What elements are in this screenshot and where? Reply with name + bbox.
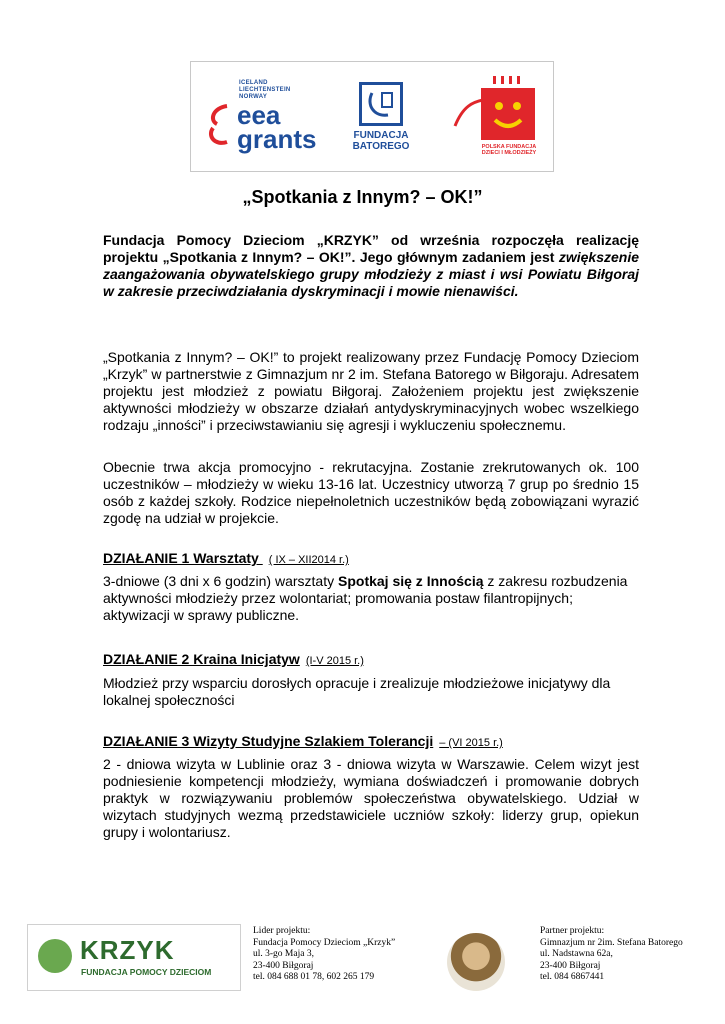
krzyk-logo-name: KRZYK (80, 935, 175, 965)
leader-line: 23-400 Biłgoraj (253, 960, 314, 971)
batory-portrait-icon (447, 933, 505, 991)
section-1-date: ( IX – XII2014 r.) (268, 554, 349, 566)
batory-line1: FUNDACJA (353, 130, 409, 141)
section-3-title: DZIAŁANIE 3 Wizyty Studyjne Szlakiem Tolerancji (103, 733, 434, 749)
lead-paragraph (103, 232, 639, 300)
lead-text: Fundacja Pomocy Dzieciom „KRZYK” od września rozpoczęła realizację projektu „Spotkania z Innym? – OK!”. Jego głównym zadaniem jest (103, 232, 639, 265)
section-2-body: Młodzież przy wsparciu dorosłych opracuje i zrealizuje młodzieżowe inicjatywy dla lokalnej społeczności (103, 675, 611, 708)
section-3-date: – (VI 2015 r.) (439, 737, 503, 749)
eea-grants-logo (205, 76, 315, 156)
krzyk-emblem-icon (38, 939, 72, 973)
leader-line: tel. 084 688 01 78, 602 265 179 (253, 972, 375, 982)
pfdim-swoosh-icon (453, 96, 483, 136)
section-1-body (103, 573, 639, 624)
partner-line: 23-400 Biłgoraj (540, 960, 601, 971)
section-heading-3 (103, 733, 503, 749)
lead-italic-text: zwiększenie zaangażowania obywatelskiego grupy młodzieży z miast i wsi Powiatu Biłgoraj w zakresie przeciwdziałania dyskryminacji i mowie nienawiści. (103, 249, 639, 299)
paragraph-project-description: „Spotkania z Innym? – OK!” to projekt realizowany przez Fundację Pomocy Dzieciom „Krzyk” w partnerstwie z Gimnazjum nr 2 im. Stefana Batorego w Biłgoraju. Adresatem projektu jest młodzież z powiatu Biłgoraj. Założeniem projektu jest zwiększenie aktywności młodzieży w obszarze działań antydyskryminacyjnych wobec wszelkiego rodzaju „inności” i przeciwstawianiu się agresji i wykluczeniu społecznemu. (103, 349, 639, 433)
eea-swirl-icon (205, 102, 235, 148)
partner-line: Gimnazjum nr 2im. Stefana Batorego (540, 937, 683, 948)
partner-line: ul. Nadstawna 62a, (540, 949, 613, 959)
batory-mark-icon (359, 82, 403, 126)
section-heading-1 (103, 550, 349, 566)
section-heading-2 (103, 651, 364, 667)
eea-word: eea (237, 100, 281, 130)
section-1-text-bold: Spotkaj się z Innością (338, 573, 484, 589)
grants-word: grants (237, 124, 317, 154)
section-2-date: (I-V 2015 r.) (305, 655, 364, 667)
leader-line: Fundacja Pomocy Dzieciom „Krzyk” (253, 937, 396, 948)
krzyk-logo (27, 924, 241, 991)
footer-partner (540, 926, 683, 984)
eea-country-norway: NORWAY (239, 94, 268, 100)
paragraph-recruitment: Obecnie trwa akcja promocyjno - rekrutacyjna. Zostanie zrekrutowanych ok. 100 uczestników – młodzieży w wieku 13-16 lat. Uczestnicy utworzą 7 grup po średnio 15 osób z każdej szkoły. Rodzice niepełnoletnich uczestników będą zobowiązani wyrazić zgodę na udział w projekcie. (103, 459, 639, 526)
footer-leader (253, 926, 395, 984)
eea-country-iceland: ICELAND (239, 80, 268, 86)
pfdim-bars-icon (489, 76, 529, 84)
partner-line: tel. 084 6867441 (540, 972, 605, 982)
eea-countries (239, 80, 291, 101)
partner-head: Partner projektu: (540, 926, 605, 936)
leader-head: Lider projektu: (253, 926, 311, 936)
batory-line2: BATOREGO (352, 141, 410, 152)
pfdim-logo (453, 74, 545, 160)
section-1-title: DZIAŁANIE 1 Warsztaty (103, 550, 263, 566)
section-3-body: 2 - dniowa wizyta w Lublinie oraz 3 - dniowa wizyta w Warszawie. Celem wizyt jest podniesienie kompetencji młodzieży, wymiana doświadczeń i promowanie dobrych praktyk w rozwiązywaniu problemów społeczeństwa obywatelskiego. Udział w wizytach studyjnych wezmą przedstawiciele uczniów szkoły: liderzy grup, opiekun grupy i wolontariusz. (103, 756, 639, 840)
section-1-text-post: z zakresu rozbudzenia aktywności młodzieży przez wolontariat; promowania postaw filantropijnych; aktywizacji w sprawy publiczne. (103, 573, 628, 623)
pfdim-line2: DZIECI I MŁODZIEŻY (481, 150, 537, 156)
pfdim-line1: POLSKA FUNDACJA (481, 144, 537, 150)
pfdim-face-icon (481, 88, 535, 140)
batory-logo (341, 82, 421, 162)
document-title: „Spotkania z Innym? – OK!” (242, 187, 483, 207)
leader-line: ul. 3-go Maja 3, (253, 949, 314, 959)
eea-country-liechtenstein: LIECHTENSTEIN (239, 87, 291, 93)
section-2-title: DZIAŁANIE 2 Kraina Inicjatyw (103, 651, 300, 667)
partner-logos-box (190, 61, 554, 172)
krzyk-logo-sub: FUNDACJA POMOCY DZIECIOM (81, 967, 212, 977)
section-1-text-pre: 3-dniowe (3 dni x 6 godzin) warsztaty (103, 573, 338, 589)
